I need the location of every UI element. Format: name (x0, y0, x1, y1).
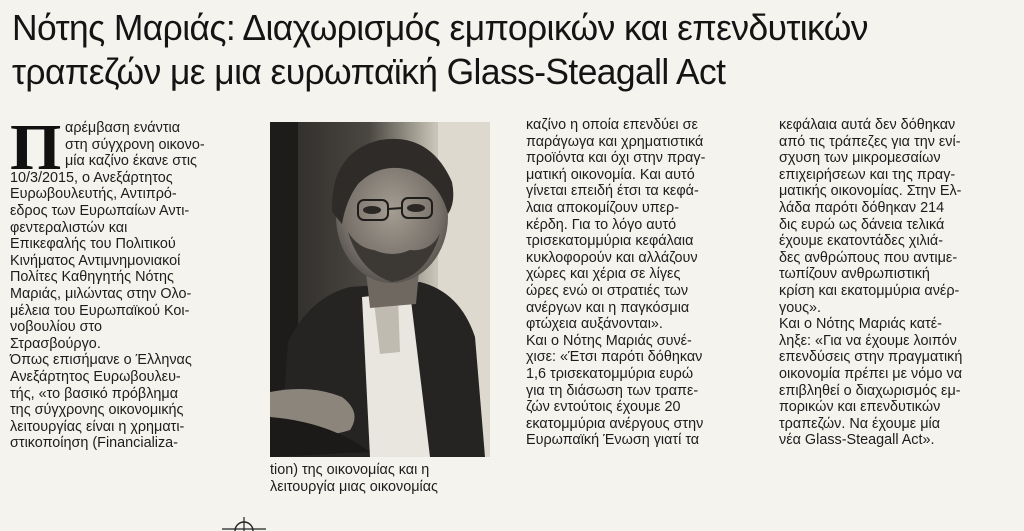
text-line: Όπως επισήμανε ο Έλληνας (10, 352, 192, 369)
registration-mark-icon (222, 515, 266, 531)
text-line: 1,6 τρισεκατομμύρια ευρώ (526, 365, 694, 382)
text-line: μία καζίνο έκανε στις (65, 153, 197, 170)
text-line: κεφάλαια αυτά δεν δόθηκαν (779, 117, 956, 133)
text-line: από τις τράπεζες για την ενί- (779, 133, 961, 150)
text-line: tion) της οικονομίας και η (270, 462, 430, 478)
text-line: τωπίζουν ανθρωπιστική (779, 266, 930, 283)
text-line: 10/3/2015, ο Ανεξάρτητος (10, 169, 173, 186)
text-line: ώρες ενώ οι στρατιές των (526, 282, 689, 299)
text-line: Κινήματος Αντιμνημονιακοί (10, 252, 181, 269)
text-line: τρισεκατομμύρια κεφάλαια (526, 233, 694, 250)
text-line: παράγωγα και χρηματιστικά (526, 133, 704, 150)
text-line: στικοποίηση (Financializa- (10, 435, 178, 452)
text-line: Στρασβούργο. (10, 335, 101, 352)
text-line: της σύγχρονης οικονομικής (10, 402, 184, 419)
text-line: νέα Glass-Steagall Act». (779, 432, 935, 449)
portrait-photo (270, 122, 490, 457)
text-line: κρίση και εκατομμύρια ανέρ- (779, 282, 960, 299)
text-line: γους». (779, 299, 822, 316)
text-line: μέλεια του Ευρωπαϊκού Κοι- (10, 302, 190, 319)
text-line: αρέμβαση ενάντια (65, 120, 181, 136)
text-line: Ευρωβουλευτής, Αντιπρό- (10, 186, 177, 203)
text-line: Μαριάς, μιλώντας στην Ολο- (10, 285, 192, 302)
text-line: Επικεφαλής του Πολιτικού (10, 236, 176, 253)
text-line: επιβληθεί ο διαχωρισμός εμ- (779, 382, 961, 399)
text-line: ζών εντούτοις έχουμε 20 (526, 399, 681, 416)
text-line: Ανεξάρτητος Ευρωβουλευ- (10, 368, 181, 385)
text-line: δες ανθρώπους που αντιμε- (779, 249, 958, 266)
text-line: λάδα παρότι δόθηκαν 214 (779, 199, 945, 216)
text-line: δις ευρώ ως δάνεια τελικά (779, 216, 945, 233)
text-line: για τη διάσωση των τραπε- (526, 382, 699, 399)
text-line: Πολίτες Καθηγητής Νότης (10, 269, 174, 286)
text-line: ληξε: «Για να έχουμε λοιπόν (779, 332, 957, 349)
text-line: ανέργων και η παγκόσμια (526, 299, 690, 316)
text-line: φτώχεια αυξάνονται». (526, 316, 663, 333)
article-column-1 (10, 111, 260, 452)
text-line: εκατομμύρια ανέργους στην (526, 415, 704, 432)
text-line: Και ο Νότης Μαριάς συνέ- (526, 332, 692, 349)
text-line: φεντεραλιστών και (10, 219, 128, 236)
text-line: λειτουργίας είναι η χρηματι- (10, 418, 185, 435)
text-line: κέρδη. Για το λόγο αυτό (526, 216, 677, 233)
text-line: στη σύγχρονη οικονο- (65, 136, 205, 153)
text-line: σχυση των μικρομεσαίων (779, 150, 941, 167)
article-column-3 (526, 117, 770, 449)
text-line: χώρες και χέρια σε λίγες (526, 266, 681, 283)
text-line: επιχειρήσεων και της πραγ- (779, 166, 956, 183)
text-line: κυκλοφορούν και αλλάζουν (526, 249, 698, 266)
headline-line: Νότης Μαριάς: Διαχωρισμός εμπορικών και επενδυτικών (12, 7, 868, 48)
text-line: ματική οικονομία. Και αυτό (526, 166, 695, 183)
drop-cap: Π (10, 111, 62, 184)
text-line: οικονομία πρέπει με νόμο να (779, 365, 963, 382)
text-line: νοβουλίου στο (10, 319, 102, 336)
text-line: τραπεζών. Να έχουμε μία (779, 415, 941, 432)
headline-line: τραπεζών με μια ευρωπαϊκή Glass-Steagall Act (12, 51, 726, 92)
text-line: εδρος των Ευρωπαίων Αντι- (10, 202, 190, 219)
text-line: έχουμε εκατοντάδες χιλιά- (779, 233, 944, 250)
text-line: τής, «το βασικό πρόβλημα (10, 385, 179, 402)
text-line: πορικών και επενδυτικών (779, 399, 941, 416)
text-line: Και ο Νότης Μαριάς κατέ- (779, 316, 942, 333)
text-line: επενδύσεις στην πραγματική (779, 349, 963, 366)
photo-caption-text (270, 462, 490, 495)
text-line: γίνεται επειδή έτσι τα κεφά- (526, 183, 699, 200)
article-headline (12, 6, 987, 94)
text-line: προϊόντα και όχι στην πραγ- (526, 150, 706, 167)
text-line: λειτουργία μιας οικονομίας (270, 478, 438, 495)
text-line: χισε: «Έτσι παρότι δόθηκαν (526, 349, 703, 366)
text-line: καζίνο η οποία επενδύει σε (526, 117, 698, 133)
text-line: λαια αποκομίζουν υπερ- (526, 199, 680, 216)
article-column-4 (779, 117, 1019, 449)
text-line: Ευρωπαϊκή Ένωση γιατί τα (526, 432, 700, 449)
text-line: ματικής οικονομίας. Στην Ελ- (779, 183, 962, 200)
